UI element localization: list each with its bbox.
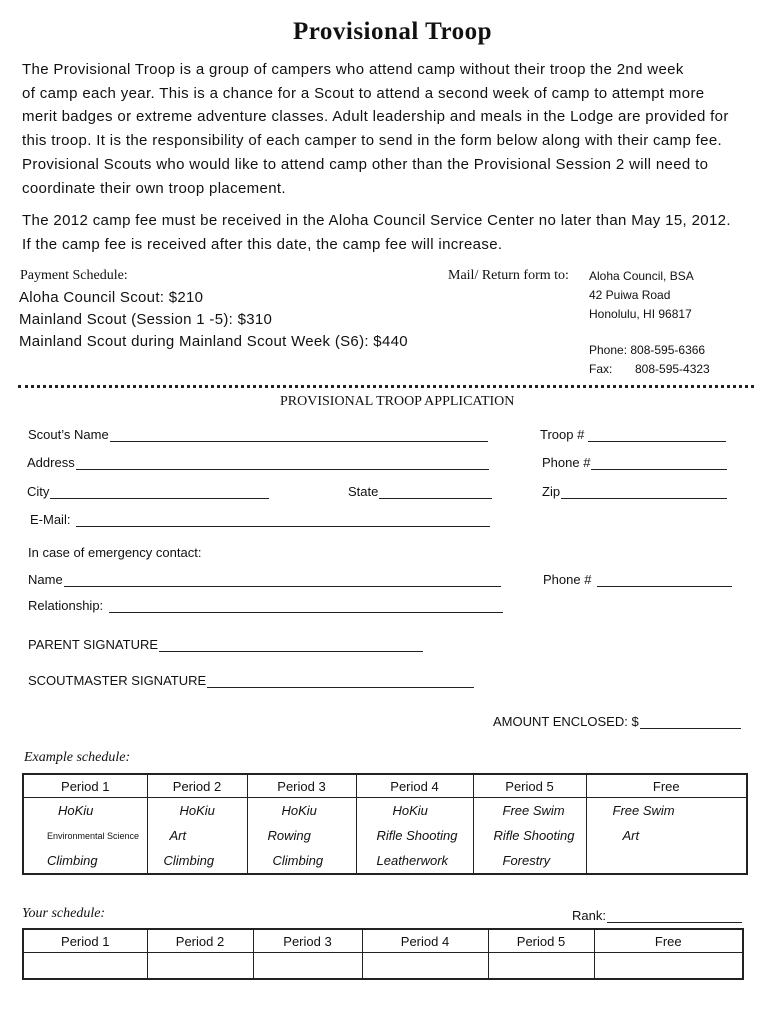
payment-item: Mainland Scout (Session 1 -5): $310 (19, 311, 273, 328)
intro-line: The Provisional Troop is a group of campers who attend camp without their troop the 2nd week (22, 61, 684, 78)
parent-signature-input[interactable] (159, 638, 423, 652)
provisional-note (22, 153, 762, 200)
rank-field (572, 905, 742, 923)
mail-phone: Phone: 808-595-6366 (589, 343, 706, 357)
address-field (27, 452, 489, 470)
emergency-phone-field (543, 569, 732, 587)
example-cell: Rifle Shooting (356, 823, 473, 848)
example-schedule-label: Example schedule: (24, 750, 131, 765)
your-header-cell: Period 1 (23, 929, 147, 953)
phone-field (542, 452, 727, 470)
example-cell: Forestry (473, 848, 586, 874)
parent-signature-label: PARENT SIGNATURE (28, 637, 159, 652)
your-schedule-cell[interactable] (362, 953, 488, 980)
example-cell: HoKiu (247, 798, 356, 824)
emergency-name-label: Name (28, 572, 63, 587)
emergency-phone-label: Phone # (543, 572, 592, 587)
example-schedule-table (22, 773, 748, 875)
zip-field (542, 481, 727, 499)
example-cell (586, 848, 747, 874)
intro-line: this troop. It is the responsibility of each camper to send in the form below along with their camp fee. (22, 131, 723, 149)
fee-note-line: If the camp fee is received after this date, the camp fee will increase. (22, 235, 503, 253)
example-cell: Climbing (147, 848, 247, 874)
example-cell: Climbing (247, 848, 356, 874)
example-cell: Climbing (23, 848, 147, 874)
state-field (348, 481, 492, 499)
intro-paragraph (22, 58, 762, 152)
provisional-note-line: coordinate their own troop placement. (22, 179, 286, 197)
your-schedule-table (22, 928, 744, 980)
example-cell: Art (147, 823, 247, 848)
scoutmaster-signature-input[interactable] (207, 674, 474, 688)
rank-label: Rank: (572, 908, 606, 923)
provisional-note-line: Provisional Scouts who would like to attend camp other than the Provisional Session 2 will need to (22, 156, 709, 173)
phone-label: Phone # (542, 455, 591, 470)
example-schedule-row (23, 848, 747, 874)
your-schedule-cell[interactable] (594, 953, 743, 980)
emergency-heading: In case of emergency contact: (28, 545, 202, 560)
scoutmaster-signature-label: SCOUTMASTER SIGNATURE (28, 673, 207, 688)
phone-input[interactable] (591, 456, 727, 470)
example-header-cell: Period 3 (247, 774, 356, 798)
mail-address-line: Aloha Council, BSA (589, 269, 694, 283)
emergency-phone-input[interactable] (597, 573, 732, 587)
your-schedule-cell[interactable] (253, 953, 362, 980)
email-label: E-Mail: (30, 512, 71, 527)
your-schedule-cell[interactable] (488, 953, 594, 980)
address-label: Address (27, 455, 75, 470)
email-input[interactable] (76, 513, 490, 527)
relationship-input[interactable] (109, 599, 503, 613)
your-schedule-cell[interactable] (23, 953, 147, 980)
example-schedule-row (23, 798, 747, 824)
rank-input[interactable] (607, 909, 742, 923)
amount-enclosed-label: AMOUNT ENCLOSED: $ (493, 714, 639, 729)
application-heading: PROVISIONAL TROOP APPLICATION (280, 394, 515, 409)
fee-note-line: The 2012 camp fee must be received in the Aloha Council Service Center no later than May 15, 2012. (22, 212, 731, 229)
emergency-name-input[interactable] (64, 573, 501, 587)
city-label: City (27, 484, 50, 499)
example-cell: Free Swim (612, 803, 675, 818)
example-header-cell: Period 5 (473, 774, 586, 798)
your-header-cell: Period 2 (147, 929, 253, 953)
amount-enclosed-field (493, 711, 741, 729)
example-header-cell: Period 1 (23, 774, 147, 798)
page-title: Provisional Troop (292, 18, 493, 45)
your-schedule-label: Your schedule: (22, 906, 106, 921)
intro-line: merit badges or extreme adventure classes. Adult leadership and meals in the Lodge are provided for (22, 108, 729, 125)
intro-line: of camp each year. This is a chance for a Scout to attend a second week of camp to attempt more (22, 84, 705, 102)
example-cell: Rowing (247, 823, 356, 848)
example-cell: Art (622, 828, 640, 843)
example-cell: HoKiu (147, 798, 247, 824)
scout-name-label: Scout’s Name (28, 427, 109, 442)
payment-heading: Payment Schedule: (20, 268, 128, 283)
scoutmaster-signature-field (28, 670, 474, 688)
mail-fax-number: 808-595-4323 (635, 362, 710, 376)
city-input[interactable] (50, 485, 269, 499)
scout-name-input[interactable] (110, 428, 488, 442)
relationship-label: Relationship: (28, 598, 104, 613)
payment-item: Aloha Council Scout: $210 (19, 289, 204, 306)
your-header-cell: Period 4 (362, 929, 488, 953)
your-header-cell: Free (594, 929, 743, 953)
parent-signature-field (28, 634, 423, 652)
example-header-cell: Period 2 (147, 774, 247, 798)
mail-address-line: Honolulu, HI 96817 (589, 307, 692, 321)
email-field (30, 509, 490, 527)
example-header-cell: Free (586, 774, 747, 798)
scout-name-field (28, 424, 488, 442)
mail-label: Mail/ Return form to: (448, 268, 569, 283)
mail-fax-label: Fax: (589, 362, 613, 376)
your-schedule-cell[interactable] (147, 953, 253, 980)
example-cell: HoKiu (356, 798, 473, 824)
example-cell: HoKiu (23, 798, 147, 824)
example-cell: Rifle Shooting (473, 823, 586, 848)
troop-input[interactable] (588, 428, 726, 442)
state-label: State (348, 484, 379, 499)
mail-address-line: 42 Puiwa Road (589, 288, 671, 302)
example-cell: Leatherwork (356, 848, 473, 874)
your-header-cell: Period 5 (488, 929, 594, 953)
troop-label: Troop # (540, 427, 585, 442)
troop-field (540, 424, 726, 442)
your-schedule-header-row (23, 929, 743, 953)
zip-input[interactable] (561, 485, 727, 499)
amount-enclosed-input[interactable] (640, 715, 741, 729)
address-input[interactable] (76, 456, 489, 470)
state-input[interactable] (379, 485, 492, 499)
cut-line-divider (18, 385, 754, 388)
relationship-field (28, 595, 503, 613)
example-cell: Free Swim (473, 798, 586, 824)
zip-label: Zip (542, 484, 561, 499)
example-header-cell: Period 4 (356, 774, 473, 798)
payment-item: Mainland Scout during Mainland Scout Week (S6): $440 (19, 333, 408, 350)
example-cell: Environmental Science (23, 823, 147, 848)
your-header-cell: Period 3 (253, 929, 362, 953)
your-schedule-row (23, 953, 743, 980)
emergency-name-field (28, 569, 501, 587)
example-schedule-header-row (23, 774, 747, 798)
city-field (27, 481, 269, 499)
fee-note (22, 209, 762, 256)
example-schedule-row (23, 823, 747, 848)
